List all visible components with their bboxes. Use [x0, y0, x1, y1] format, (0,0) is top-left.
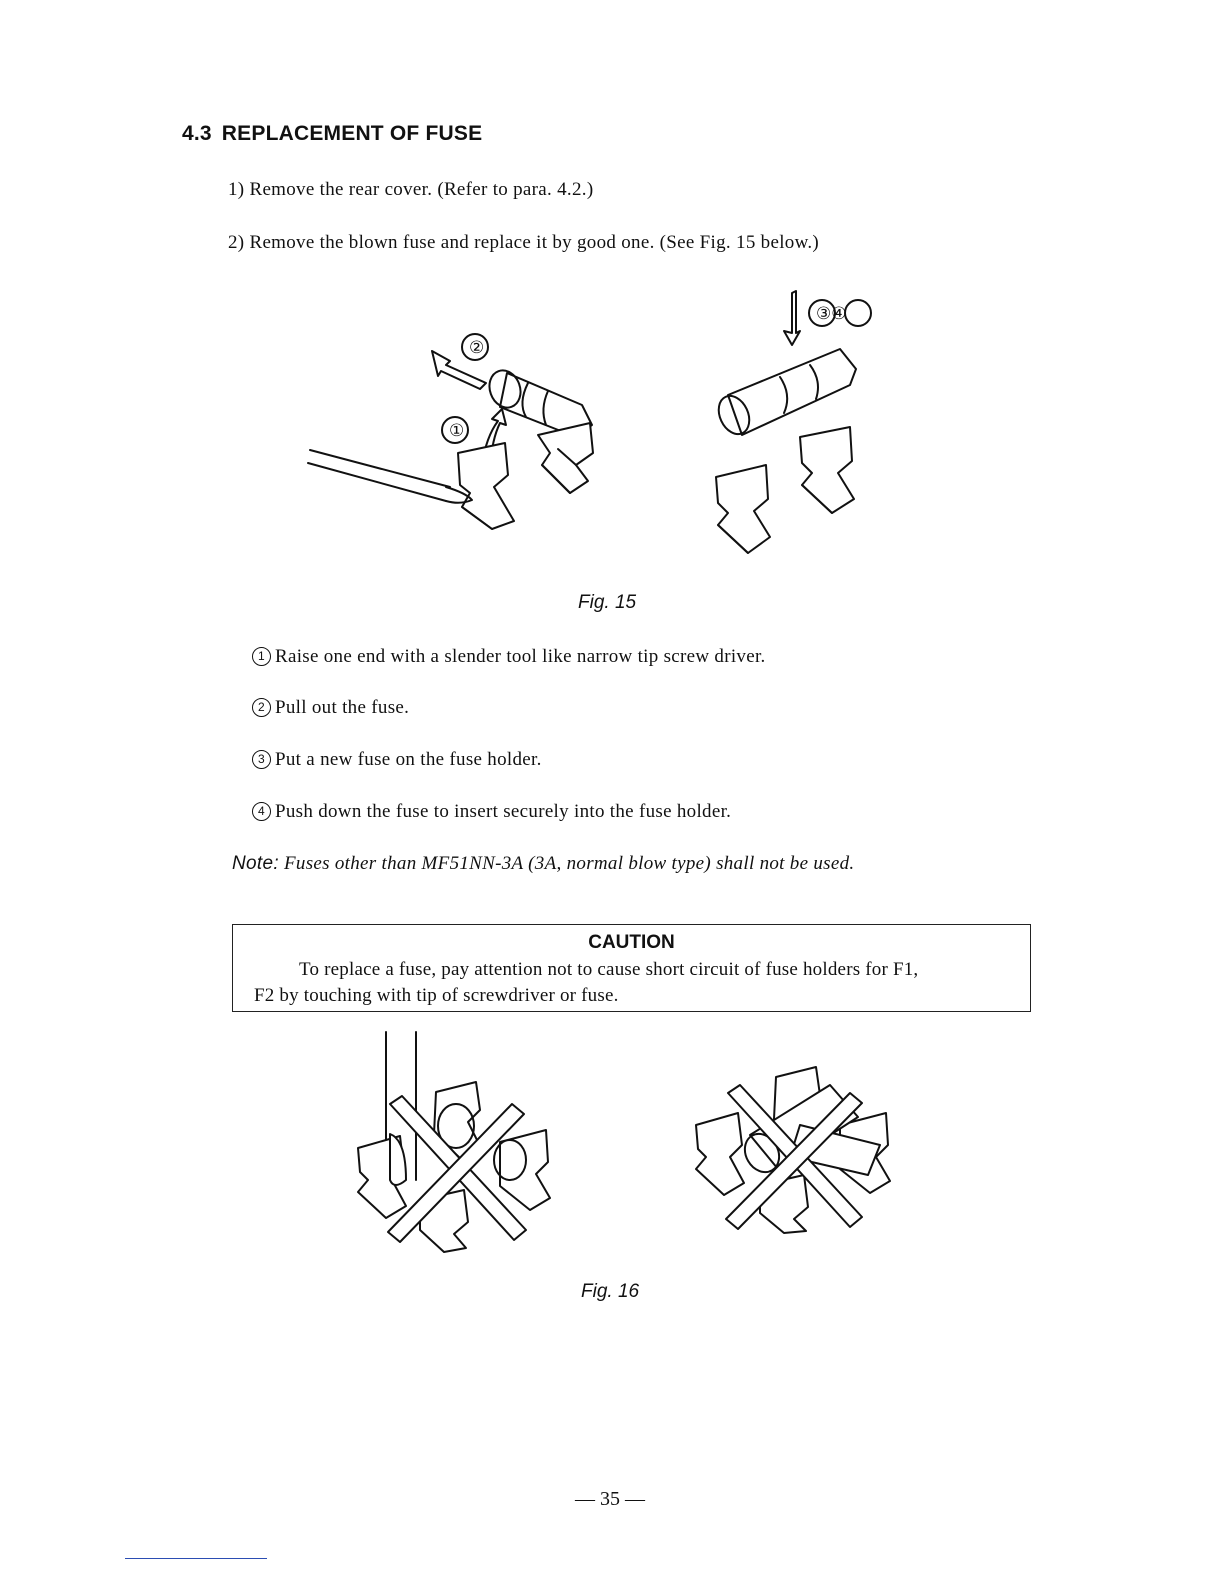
- step-marker-4: 4: [252, 802, 271, 821]
- substep-1: [252, 646, 766, 668]
- screwdriver-icon: [308, 450, 472, 503]
- fuse-holder-left-icon: [458, 443, 514, 529]
- label-34: ③④: [816, 304, 847, 323]
- footer-rule: [125, 1558, 267, 1559]
- step-marker-1: 1: [252, 647, 271, 666]
- section-number: 4.3: [182, 122, 212, 145]
- note: [232, 853, 854, 875]
- label-2: ②: [469, 338, 485, 357]
- caution-line-2: F2 by touching with tip of screwdriver or fuse.: [254, 985, 619, 1006]
- fig15-removal-illustration: [300, 325, 620, 545]
- page-number: — 35 —: [575, 1488, 645, 1510]
- section-heading: [182, 122, 482, 146]
- new-fuse-icon: [713, 349, 856, 439]
- step-marker-3: 3: [252, 750, 271, 769]
- fig15-insertion-illustration: [700, 285, 900, 565]
- fig15-caption: Fig. 15: [578, 592, 637, 613]
- note-text: Fuses other than MF51NN-3A (3A, normal blow type) shall not be used.: [283, 853, 855, 874]
- step-2: 2) Remove the blown fuse and replace it by good one. (See Fig. 15 below.): [228, 232, 820, 253]
- substep-4: [252, 801, 731, 823]
- step-marker-2: 2: [252, 698, 271, 717]
- caution-line-1: To replace a fuse, pay attention not to cause short circuit of fuse holders for F1,: [299, 959, 919, 980]
- section-title: REPLACEMENT OF FUSE: [221, 122, 483, 145]
- substep-4-text: Push down the fuse to insert securely into the fuse holder.: [275, 801, 732, 822]
- substep-3-text: Put a new fuse on the fuse holder.: [275, 749, 542, 770]
- note-label: Note:: [232, 853, 279, 874]
- empty-holder-left-icon: [716, 465, 770, 553]
- label-1: ①: [449, 421, 465, 440]
- fig16-caption: Fig. 16: [581, 1281, 640, 1302]
- substep-3: [252, 749, 542, 771]
- push-down-arrow-icon: [784, 291, 800, 345]
- caution-box: [232, 924, 1031, 1012]
- substep-2-text: Pull out the fuse.: [275, 697, 410, 718]
- step-1: 1) Remove the rear cover. (Refer to para. 4.2.): [228, 179, 594, 200]
- fuse-holder-right-icon: [538, 423, 593, 493]
- substep-2: [252, 697, 409, 719]
- substep-1-text: Raise one end with a slender tool like narrow tip screw driver.: [275, 646, 766, 667]
- fig16-wrong-fuse-illustration: [690, 1065, 900, 1235]
- caution-title: CAUTION: [588, 932, 675, 953]
- empty-holder-right-icon: [800, 427, 854, 513]
- label-4-circle: [845, 300, 871, 326]
- fig16-wrong-screwdriver-illustration: [350, 1030, 570, 1260]
